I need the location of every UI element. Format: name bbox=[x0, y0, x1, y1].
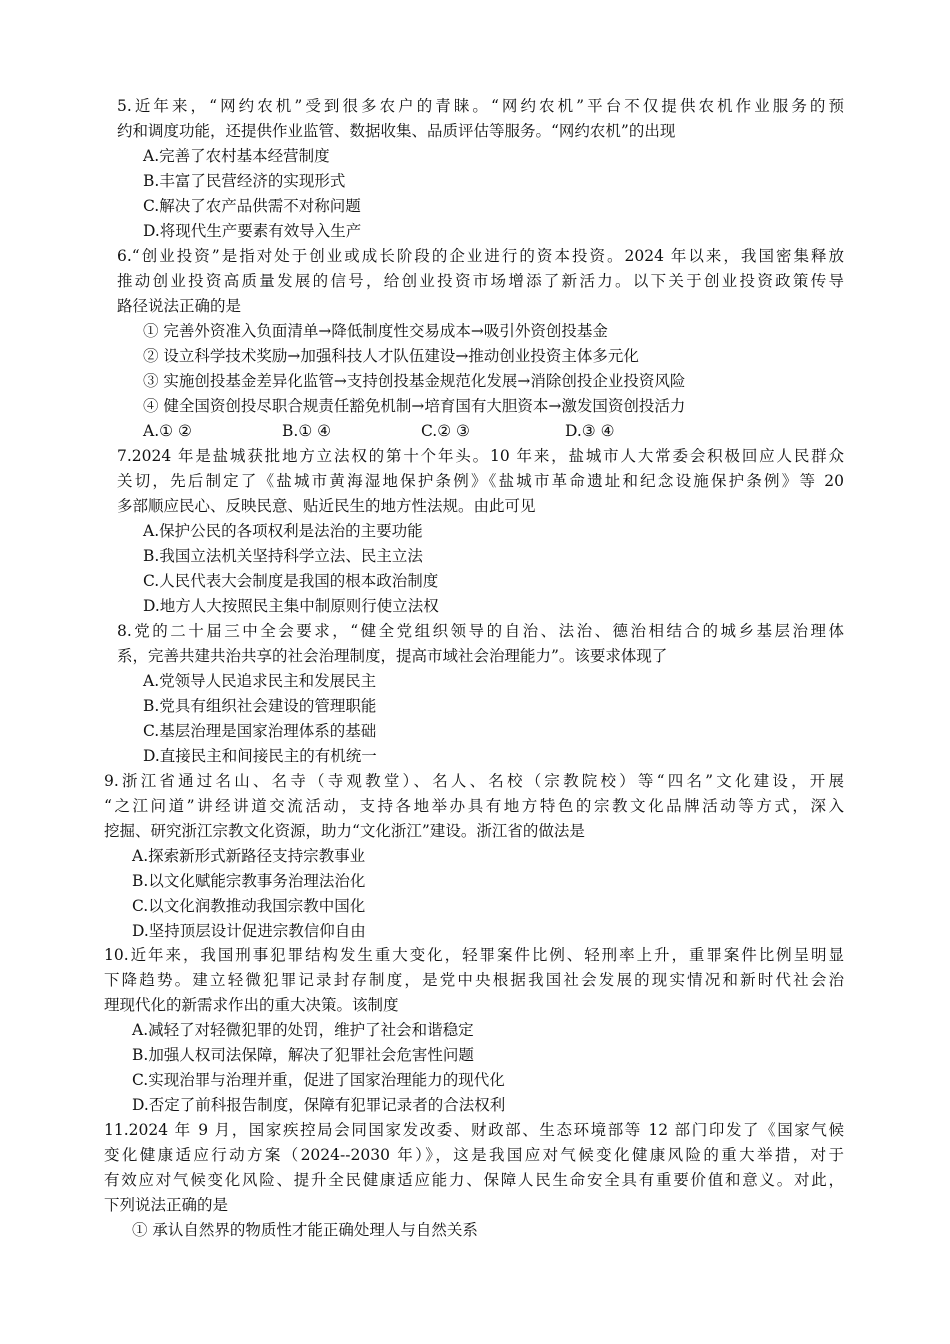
q11-stem-line-4: 下列说法正确的是 bbox=[104, 1196, 229, 1214]
q11-stem-line-3: 有效应对气候变化风险、提升全民健康适应能力、保障人民生命安全具有重要价值和意义。对此， bbox=[104, 1171, 844, 1189]
q5-stem-line-1: 5.近年来，“网约农机”受到很多农户的青睐。“网约农机”平台不仅提供农机作业服务的预 bbox=[117, 97, 844, 115]
q6-option-b: B.① ④ bbox=[282, 422, 332, 440]
q5-option-c: C.解决了农产品供需不对称问题 bbox=[143, 197, 361, 215]
q10-stem-line-3: 理现代化的新需求作出的重大决策。该制度 bbox=[104, 996, 399, 1014]
q6-item-4: ④ 健全国资创投尽职合规责任豁免机制→培育国有大胆资本→激发国资创投活力 bbox=[143, 397, 686, 415]
q6-item-3: ③ 实施创投基金差异化监管→支持创投基金规范化发展→消除创投企业投资风险 bbox=[143, 372, 686, 390]
q9-stem-line-1: 9.浙江省通过名山、名寺（寺观教堂）、名人、名校（宗教院校）等“四名”文化建设，开展 bbox=[104, 772, 844, 790]
q7-option-a: A.保护公民的各项权利是法治的主要功能 bbox=[143, 522, 423, 540]
q7-option-c: C.人民代表大会制度是我国的根本政治制度 bbox=[143, 572, 439, 590]
q9-option-c: C.以文化润教推动我国宗教中国化 bbox=[132, 897, 366, 915]
q11-stem-line-2: 变化健康适应行动方案（2024--2030 年）》，这是我国应对气候变化健康风险的重大举措，对于 bbox=[104, 1146, 844, 1164]
q8-stem-line-1: 8.党的二十届三中全会要求，“健全党组织领导的自治、法治、德治相结合的城乡基层治理体 bbox=[117, 622, 844, 640]
q7-option-b: B.我国立法机关坚持科学立法、民主立法 bbox=[143, 547, 423, 565]
q6-options-row bbox=[0, 421, 950, 441]
q7-stem-line-3: 多部顺应民心、反映民意、贴近民生的地方性法规。由此可见 bbox=[117, 497, 536, 515]
q10-option-d: D.否定了前科报告制度，保障有犯罪记录者的合法权利 bbox=[132, 1096, 506, 1114]
q8-stem-line-2: 系，完善共建共治共享的社会治理制度，提高市域社会治理能力”。该要求体现了 bbox=[117, 647, 668, 665]
q6-stem-line-3: 路径说法正确的是 bbox=[117, 297, 242, 315]
q10-option-c: C.实现治罪与治理并重，促进了国家治理能力的现代化 bbox=[132, 1071, 505, 1089]
q8-option-c: C.基层治理是国家治理体系的基础 bbox=[143, 722, 377, 740]
q10-stem-line-2: 下降趋势。建立轻微犯罪记录封存制度，是党中央根据我国社会发展的现实情况和新时代社会治 bbox=[104, 971, 844, 989]
q9-stem-line-3: 挖掘、研究浙江宗教文化资源，助力“文化浙江”建设。浙江省的做法是 bbox=[104, 822, 585, 840]
q11-stem-line-1: 11.2024 年 9 月，国家疾控局会同国家发改委、财政部、生态环境部等 12 部门印发了《国家气候 bbox=[104, 1121, 844, 1139]
q5-option-b: B.丰富了民营经济的实现形式 bbox=[143, 172, 346, 190]
q9-stem-line-2: “之江问道”讲经讲道交流活动，支持各地举办具有地方特色的宗教文化品牌活动等方式，深入 bbox=[104, 797, 844, 815]
q11-item-1: ① 承认自然界的物质性才能正确处理人与自然关系 bbox=[132, 1221, 478, 1239]
q10-option-a: A.减轻了对轻微犯罪的处罚，维护了社会和谐稳定 bbox=[132, 1021, 474, 1039]
q7-stem-line-2: 关切，先后制定了《盐城市黄海湿地保护条例》《盐城市革命遗址和纪念设施保护条例》等 20 bbox=[117, 472, 844, 490]
q5-option-d: D.将现代生产要素有效导入生产 bbox=[143, 222, 362, 240]
q8-option-a: A.党领导人民追求民主和发展民主 bbox=[143, 672, 377, 690]
q6-option-a: A.① ② bbox=[143, 422, 192, 440]
q7-option-d: D.地方人大按照民主集中制原则行使立法权 bbox=[143, 597, 439, 615]
q7-stem-line-1: 7.2024 年是盐城获批地方立法权的第十个年头。10 年来，盐城市人大常委会积极回应人民群众 bbox=[117, 447, 844, 465]
q9-option-b: B.以文化赋能宗教事务治理法治化 bbox=[132, 872, 366, 890]
q8-option-b: B.党具有组织社会建设的管理职能 bbox=[143, 697, 377, 715]
q10-option-b: B.加强人权司法保障，解决了犯罪社会危害性问题 bbox=[132, 1046, 474, 1064]
q6-stem-line-1: 6.“创业投资”是指对处于创业或成长阶段的企业进行的资本投资。2024 年以来，我国密集释放 bbox=[117, 247, 844, 265]
q5-stem-line-2: 约和调度功能，还提供作业监管、数据收集、品质评估等服务。“网约农机”的出现 bbox=[117, 122, 676, 140]
q6-stem-line-2: 推动创业投资高质量发展的信号，给创业投资市场增添了新活力。以下关于创业投资政策传导 bbox=[117, 272, 844, 290]
q10-stem-line-1: 10.近年来，我国刑事犯罪结构发生重大变化，轻罪案件比例、轻刑率上升，重罪案件比例呈明显 bbox=[104, 946, 844, 964]
q6-option-d: D.③ ④ bbox=[565, 422, 615, 440]
q6-item-2: ② 设立科学技术奖励→加强科技人才队伍建设→推动创业投资主体多元化 bbox=[143, 347, 639, 365]
q9-option-a: A.探索新形式新路径支持宗教事业 bbox=[132, 847, 366, 865]
q6-option-c: C.② ③ bbox=[421, 422, 470, 440]
q6-item-1: ① 完善外资准入负面清单→降低制度性交易成本→吸引外资创投基金 bbox=[143, 322, 608, 340]
q8-option-d: D.直接民主和间接民主的有机统一 bbox=[143, 747, 377, 765]
q9-option-d: D.坚持顶层设计促进宗教信仰自由 bbox=[132, 922, 366, 940]
q5-option-a: A.完善了农村基本经营制度 bbox=[143, 147, 330, 165]
